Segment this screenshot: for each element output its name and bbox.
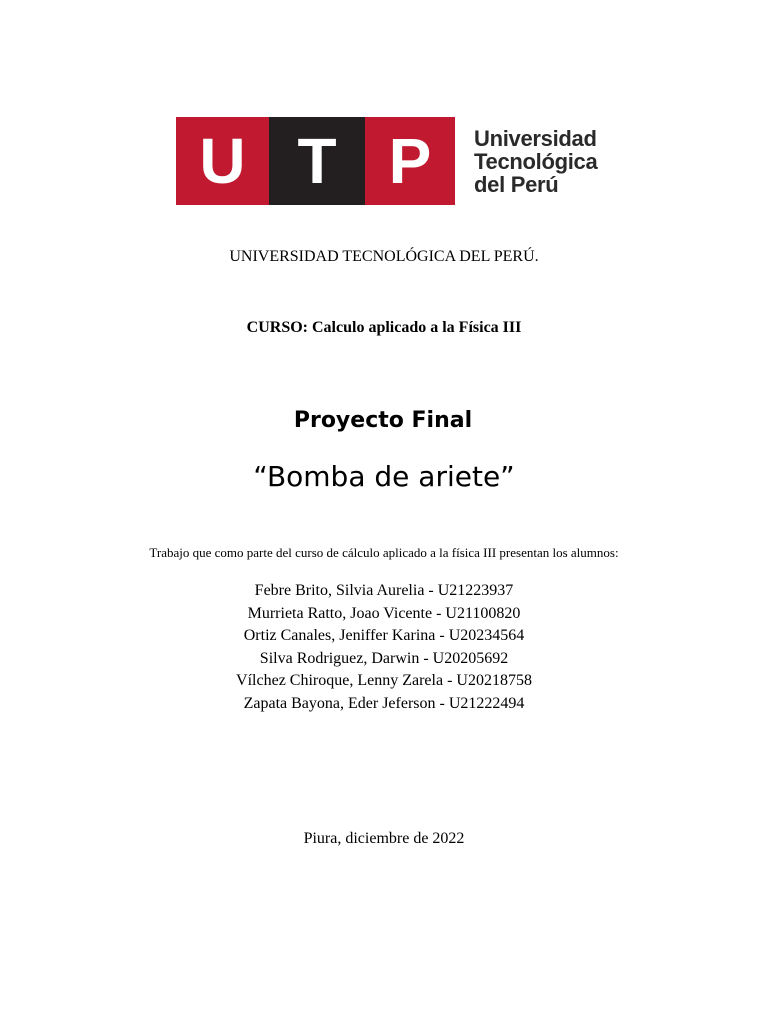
intro-text: Trabajo que como parte del curso de cálculo aplicado a la física III presentan los alumnos: (149, 545, 619, 560)
project-subtitle: “Bomba de ariete” (253, 460, 515, 493)
student-name: Vílchez Chiroque, Lenny Zarela - U20218758 (236, 672, 532, 690)
student-name: Silva Rodriguez, Darwin - U20205692 (259, 649, 509, 667)
logo-name-line-1: Universidad (474, 126, 597, 151)
project-title: Proyecto Final (293, 408, 473, 433)
course-title: CURSO: Calculo aplicado a la Física III (246, 319, 522, 336)
place-and-date: Piura, diciembre de 2022 (303, 830, 465, 847)
student-list (0, 580, 768, 716)
student-name: Murrieta Ratto, Joao Vicente - U21100820 (247, 604, 521, 622)
student-name: Ortiz Canales, Jeniffer Karina - U20234564 (243, 627, 525, 645)
logo-letter-t: T (297, 125, 337, 197)
logo-name-line-3: del Perú (474, 172, 559, 197)
university-name: UNIVERSIDAD TECNOLÓGICA DEL PERÚ. (229, 248, 539, 265)
logo-letter-p: P (388, 125, 432, 197)
logo-letter-u: U (199, 125, 246, 197)
logo-name-line-2: Tecnológica (474, 149, 598, 174)
student-name: Zapata Bayona, Eder Jeferson - U21222494 (243, 694, 525, 712)
student-name: Febre Brito, Silvia Aurelia - U21223937 (254, 582, 514, 599)
utp-logo (176, 117, 606, 205)
